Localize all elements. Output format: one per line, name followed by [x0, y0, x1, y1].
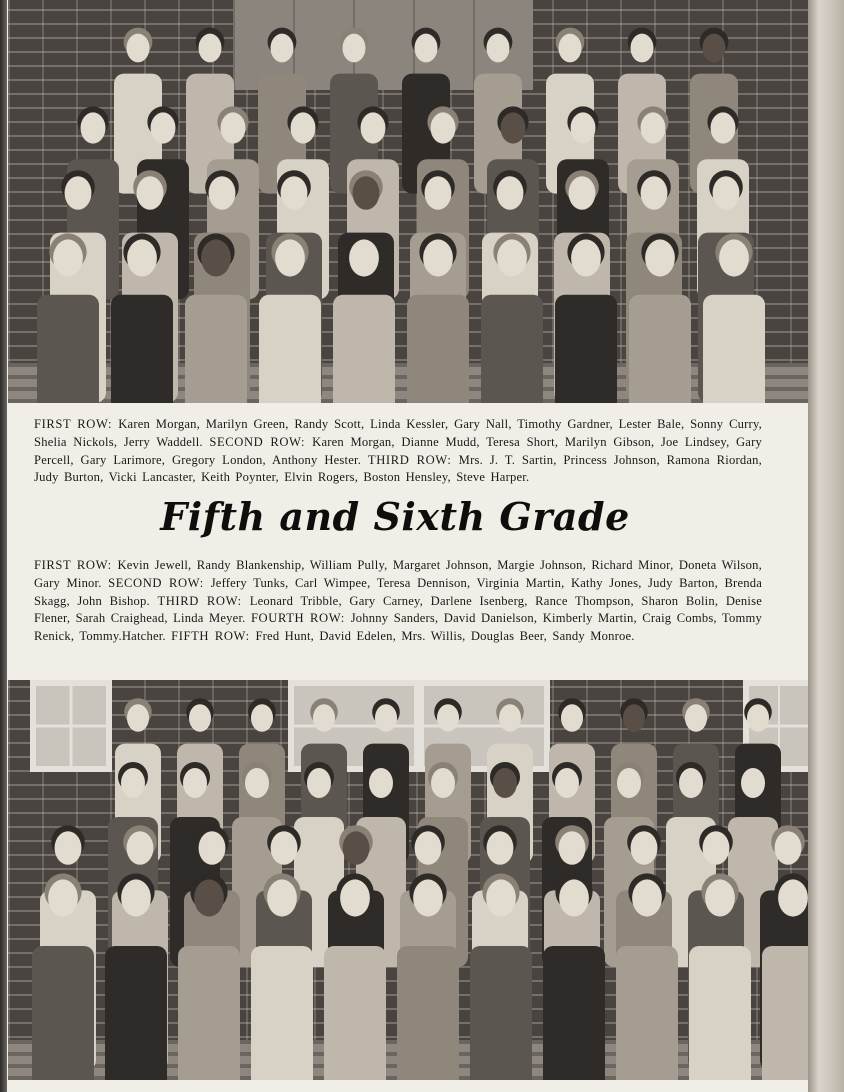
row-names: Mrs. J. T. Sartin, Princess Johnson, Ramona Riordan, Judy Burton, Vicki Lancaster, Keith Poynter, Elvin Rogers, Boston Hensley, Steve Harper.	[34, 452, 762, 485]
class-photo-top	[8, 0, 808, 403]
row-names: Jeffery Tunks, Carl Wimpee, Teresa Dennison, Virginia Martin, Kathy Jones, Judy Barton, Brenda Skagg, John Bishop.	[34, 575, 763, 608]
class-photo-bottom	[8, 680, 808, 1080]
row-label: FOURTH ROW:	[250, 611, 351, 626]
adjacent-page-edge	[808, 0, 844, 1092]
row-label: SECOND ROW:	[108, 575, 211, 590]
row-label: THIRD ROW:	[367, 452, 459, 467]
page-left-edge	[0, 0, 7, 1092]
row-names: Karen Morgan, Dianne Mudd, Teresa Short, Marilyn Gibson, Joe Lindsey, Gary Percell, Gary Larimore, Gregory London, Anthony Hester.	[34, 434, 762, 467]
students-group-bottom	[8, 680, 808, 1080]
row-label: FIRST ROW:	[34, 558, 118, 572]
row-label: SECOND ROW:	[209, 434, 313, 449]
bottom-photo-caption	[34, 557, 762, 646]
row-names: Karen Morgan, Marilyn Green, Randy Scott, Linda Kessler, Gary Nall, Timothy Gardner, Lester Bale, Sonny Curry, Shelia Nickols, Jerry Waddell.	[34, 417, 762, 449]
row-names: Fred Hunt, David Edelen, Mrs. Willis, Douglas Beer, Sandy Monroe.	[255, 629, 635, 644]
row-names: Johnny Sanders, David Danielson, Kimberly Martin, Craig Combs, Tommy Renick, Tommy.Hatcher.	[34, 611, 762, 644]
row-label: FIFTH ROW:	[171, 629, 256, 644]
row-names: Kevin Jewell, Randy Blankenship, William Pully, Margaret Johnson, Margie Johnson, Richard Minor, Doneta Wilson, Gary Minor.	[34, 558, 762, 590]
row-label: THIRD ROW:	[157, 593, 250, 608]
row-label: FIRST ROW:	[34, 417, 119, 431]
students-group-top	[8, 0, 808, 403]
row-names: Leonard Tribble, Gary Carney, Darlene Isenberg, Rance Thompson, Sharon Bolin, Denise Flener, Sarah Craighead, Linda Meyer.	[34, 593, 762, 626]
top-photo-caption	[34, 416, 762, 487]
page-title: Fifth and Sixth Grade	[160, 494, 630, 539]
